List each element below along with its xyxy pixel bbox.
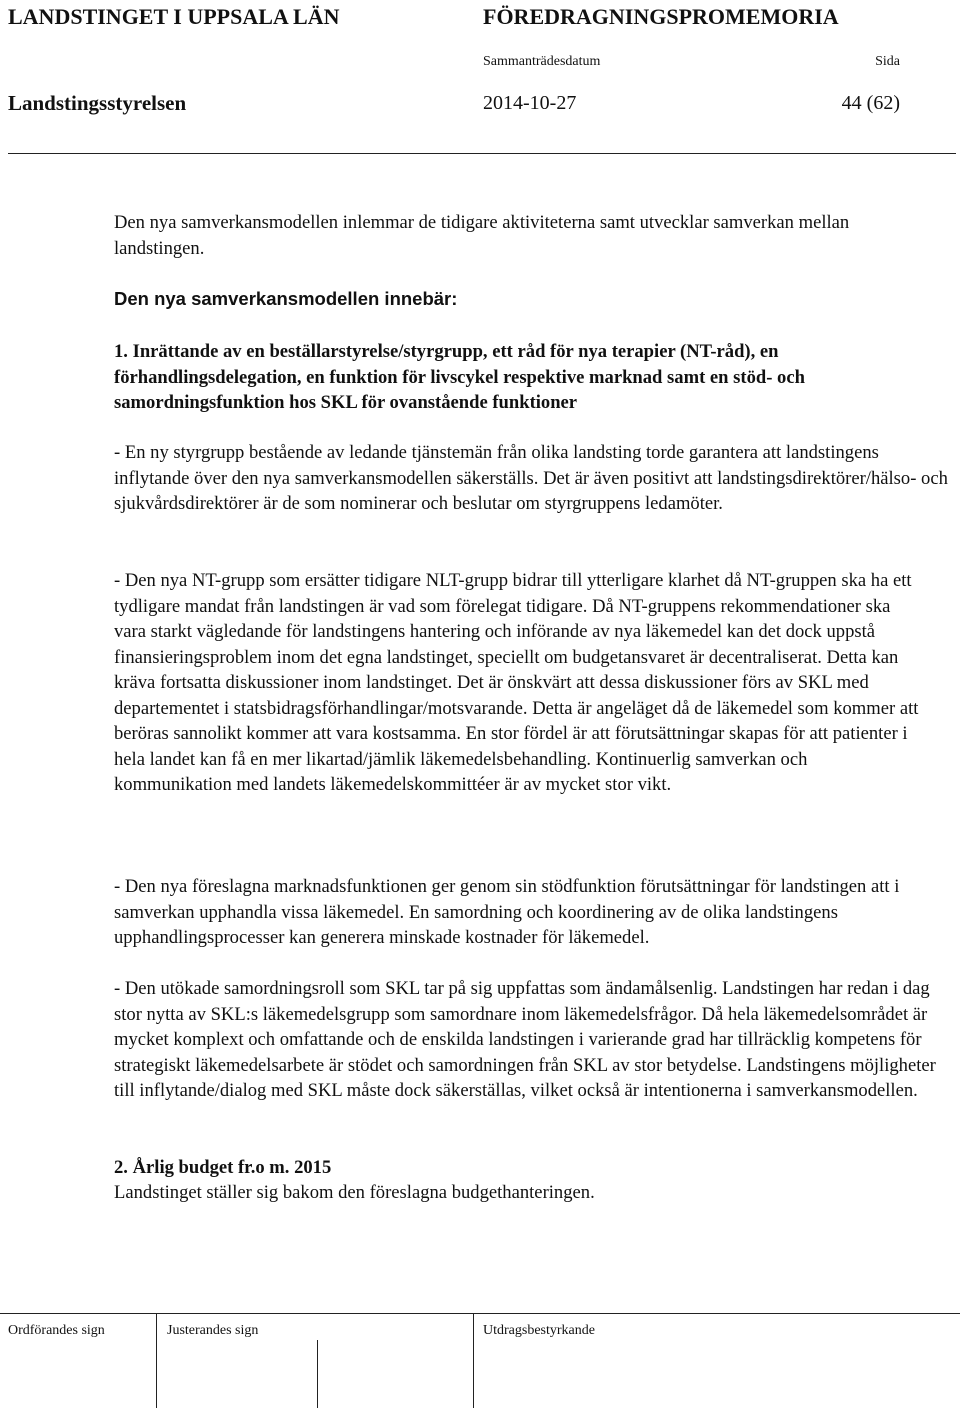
item-2-text: Landstinget ställer sig bakom den föreslagna budgethanteringen. xyxy=(114,1182,595,1203)
signature-divider xyxy=(0,1313,960,1314)
paragraph-market-function: - Den nya föreslagna marknadsfunktionen ger genom sin stödfunktion förutsättningar för landstingen att i samverkan upphandla vissa läkemedel. En samordning och koordinering av de olika landstingens upphandlingsprocesser kan generera minskade kostnader för läkemedel. xyxy=(114,876,900,948)
item-1: 1. Inrättande av en beställarstyrelse/styrgrupp, ett råd för nya terapier (NT-råd), en förhandlingsdelegation, en funktion för livscykel respektive marknad samt en stöd- och samordningsfunktion hos SKL för ovanstående funktioner xyxy=(114,341,805,413)
meeting-date-label: Sammanträdesdatum xyxy=(483,54,601,69)
chair-signature-label: Ordförandes sign xyxy=(8,1323,105,1338)
item-2-heading: 2. Årlig budget fr.o m. 2015 xyxy=(114,1157,332,1178)
document-type: FÖREDRAGNINGSPROMEMORIA xyxy=(483,4,839,29)
section-heading: Den nya samverkansmodellen innebär: xyxy=(114,288,458,309)
paragraph-skl-role: - Den utökade samordningsroll som SKL tar på sig uppfattas som ändamålsenlig. Landstingen har redan i dag stor nytta av SKL:s läkemedelsgrupp som samordnare inom läkemedelsfrågor. Då hela läkemedelsområdet är mycket komplext och omfattande och de enskilda landstingen i varierande grad har tillräcklig kompetens för strategiskt läkemedelsarbete är stödet och samordningen från SKL av stor betydelse. Landstingens möjligheter till inflytande/dialog med SKL måste dock säkerställas, vilket också är intentionerna i samverkansmodellen. xyxy=(114,978,936,1101)
intro-paragraph xyxy=(114,210,944,261)
page-number: 44 (62) xyxy=(841,92,900,114)
header-divider xyxy=(8,153,956,154)
extract-certification-label: Utdragsbestyrkande xyxy=(483,1323,595,1338)
org-name: LANDSTINGET I UPPSALA LÄN xyxy=(8,4,340,29)
page-label: Sida xyxy=(875,54,900,69)
board-name: Landstingsstyrelsen xyxy=(8,91,187,115)
meeting-date: 2014-10-27 xyxy=(483,92,577,114)
adjuster-signature-label: Justerandes sign xyxy=(167,1323,259,1338)
signature-column-divider xyxy=(156,1313,157,1408)
intro-text: Den nya samverkansmodellen inlemmar de tidigare aktiviteterna samt utvecklar samverkan mellan landstingen. xyxy=(114,212,850,259)
paragraph-steering-group: - En ny styrgrupp bestående av ledande tjänstemän från olika landsting torde garantera att landstingens inflytande över den nya samverkansmodellen säkerställs. Det är även positivt att landstingsdirektörer/hälso- och sjukvårdsdirektörer är de som nominerar och beslutar om styrgruppens ledamöter. xyxy=(114,442,948,514)
paragraph-nt-group: - Den nya NT-grupp som ersätter tidigare NLT-grupp bidrar till ytterligare klarhet då NT-gruppen ska ha ett tydligare mandat från landstingen är vad som förelegat tidigare. Då NT-gruppens rekommendationer ska vara starkt vägledande för landstingens hantering och införande av nya läkemedel kan det dock uppstå finansieringsproblem inom det egna landstinget, speciellt om budgetansvaret är decentraliserat. Detta kan kräva fortsatta diskussioner inom landstinget. Det är önskvärt att dessa diskussioner förs av SKL med departementet i statsbidragsförhandlingar/motsvarande. Detta är angeläget då de läkemedel som kommer att beröras sannolikt kommer att vara kostsamma. En stor fördel är att förutsättningar skapas för att patienter i hela landet kan få en mer likartad/jämlik läkemedelsbehandling. Kontinuerlig samverkan och kommunikation med landets läkemedelskommittéer är av mycket stor vikt. xyxy=(114,570,919,795)
signature-column-divider xyxy=(473,1313,474,1408)
signature-column-divider xyxy=(317,1340,318,1408)
